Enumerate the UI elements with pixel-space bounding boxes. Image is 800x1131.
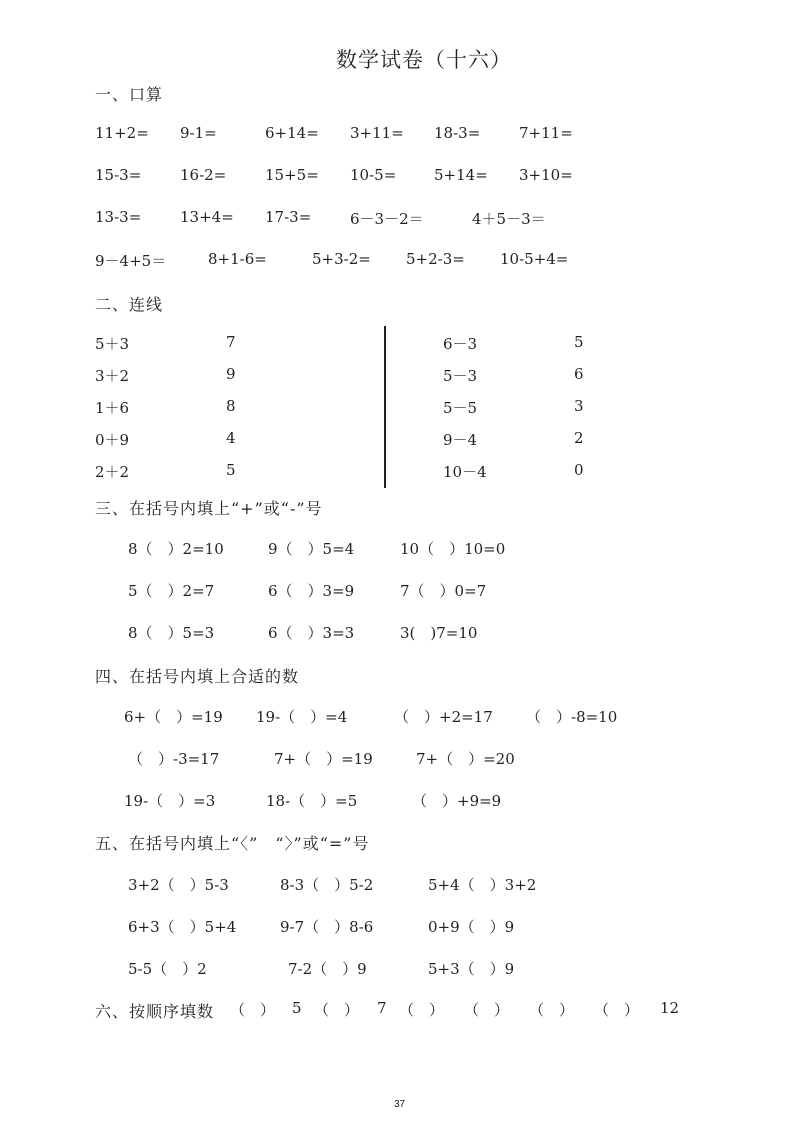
match-left-number: 8 (226, 397, 236, 415)
fill-sign-item: 3( )7=10 (400, 624, 478, 642)
match-left-number: 9 (226, 365, 236, 383)
compare-item: 9-7（ ）8-6 (280, 918, 374, 936)
match-left-expr: 3＋2 (95, 367, 130, 385)
oral-calc-item: 10-5= (350, 166, 397, 184)
oral-calc-item: 10-5+4= (500, 250, 569, 268)
match-right-number: 2 (574, 429, 584, 447)
compare-item: 5-5（ ）2 (128, 960, 207, 978)
sequence-number: 5 (292, 999, 302, 1017)
compare-item: 8-3（ ）5-2 (280, 876, 374, 894)
match-left-number: 7 (226, 333, 236, 351)
compare-item: 6+3（ ）5+4 (128, 918, 237, 936)
fill-number-item: （ ）-8=10 (526, 708, 618, 726)
page-title: 数学试卷（十六） (336, 48, 512, 72)
sequence-number: 12 (660, 999, 680, 1017)
match-right-number: 5 (574, 333, 584, 351)
compare-item: 0+9（ ）9 (428, 918, 515, 936)
compare-item: 5+3（ ）9 (428, 960, 515, 978)
match-left-expr: 5＋3 (95, 335, 130, 353)
compare-item: 7-2（ ）9 (288, 960, 367, 978)
oral-calc-item: 5+3-2= (312, 250, 371, 268)
section-5-title: 五、在括号内填上“〈” “〉”或“=”号 (95, 834, 370, 853)
fill-number-item: 19-（ ）=4 (256, 708, 348, 726)
oral-calc-item: 11+2= (95, 124, 149, 142)
fill-number-item: 6+（ ）=19 (124, 708, 223, 726)
fill-number-item: 7+（ ）=19 (274, 750, 373, 768)
oral-calc-item: 6－3－2＝ (350, 210, 424, 228)
oral-calc-item: 13-3= (95, 208, 142, 226)
oral-calc-item: 8+1-6= (208, 250, 267, 268)
oral-calc-item: 17-3= (265, 208, 312, 226)
oral-calc-item: 4＋5－3＝ (472, 210, 546, 228)
fill-sign-item: 8（ ）2=10 (128, 540, 224, 558)
match-right-expr: 5－3 (443, 367, 478, 385)
fill-number-item: （ ）+2=17 (394, 708, 493, 726)
match-right-expr: 9－4 (443, 431, 478, 449)
fill-number-item: 7+（ ）=20 (416, 750, 515, 768)
sequence-blank: （ ） (314, 1001, 360, 1019)
fill-sign-item: 9（ ）5=4 (268, 540, 355, 558)
sequence-blank: （ ） (399, 1001, 445, 1019)
fill-sign-item: 7（ ）0=7 (400, 582, 487, 600)
oral-calc-item: 7+11= (519, 124, 573, 142)
match-left-expr: 2＋2 (95, 463, 130, 481)
match-divider-line (384, 326, 386, 488)
oral-calc-item: 15+5= (265, 166, 319, 184)
section-6-title: 六、按顺序填数 (95, 1002, 215, 1021)
oral-calc-item: 5+2-3= (406, 250, 465, 268)
oral-calc-item: 13+4= (180, 208, 234, 226)
match-right-number: 3 (574, 397, 584, 415)
oral-calc-item: 9-1= (180, 124, 217, 142)
match-right-expr: 10－4 (443, 463, 487, 481)
page-number: 37 (394, 1099, 406, 1110)
fill-number-item: 19-（ ）=3 (124, 792, 216, 810)
fill-sign-item: 6（ ）3=3 (268, 624, 355, 642)
sequence-blank: （ ） (464, 1001, 510, 1019)
section-1-title: 一、口算 (95, 85, 164, 104)
section-3-title: 三、在括号内填上“+”或“-”号 (95, 499, 323, 518)
match-left-expr: 1＋6 (95, 399, 130, 417)
oral-calc-item: 16-2= (180, 166, 227, 184)
sequence-blank: （ ） (529, 1001, 575, 1019)
fill-sign-item: 6（ ）3=9 (268, 582, 355, 600)
match-right-number: 6 (574, 365, 584, 383)
oral-calc-item: 3+11= (350, 124, 404, 142)
match-right-expr: 5－5 (443, 399, 478, 417)
sequence-blank: （ ） (594, 1001, 640, 1019)
fill-sign-item: 10（ ）10=0 (400, 540, 506, 558)
compare-item: 3+2（ ）5-3 (128, 876, 229, 894)
oral-calc-item: 5+14= (434, 166, 488, 184)
section-4-title: 四、在括号内填上合适的数 (95, 667, 300, 686)
oral-calc-item: 15-3= (95, 166, 142, 184)
fill-number-item: （ ）+9=9 (412, 792, 502, 810)
match-left-number: 4 (226, 429, 236, 447)
oral-calc-item: 3+10= (519, 166, 573, 184)
sequence-blank: （ ） (230, 1001, 276, 1019)
fill-number-item: 18-（ ）=5 (266, 792, 358, 810)
match-right-expr: 6－3 (443, 335, 478, 353)
section-2-title: 二、连线 (95, 295, 164, 314)
fill-sign-item: 5（ ）2=7 (128, 582, 215, 600)
compare-item: 5+4（ ）3+2 (428, 876, 537, 894)
match-left-expr: 0＋9 (95, 431, 130, 449)
oral-calc-item: 18-3= (434, 124, 481, 142)
oral-calc-item: 6+14= (265, 124, 319, 142)
sequence-number: 7 (377, 999, 387, 1017)
match-right-number: 0 (574, 461, 584, 479)
fill-sign-item: 8（ ）5=3 (128, 624, 215, 642)
oral-calc-item: 9－4+5＝ (95, 252, 167, 270)
match-left-number: 5 (226, 461, 236, 479)
fill-number-item: （ ）-3=17 (128, 750, 220, 768)
